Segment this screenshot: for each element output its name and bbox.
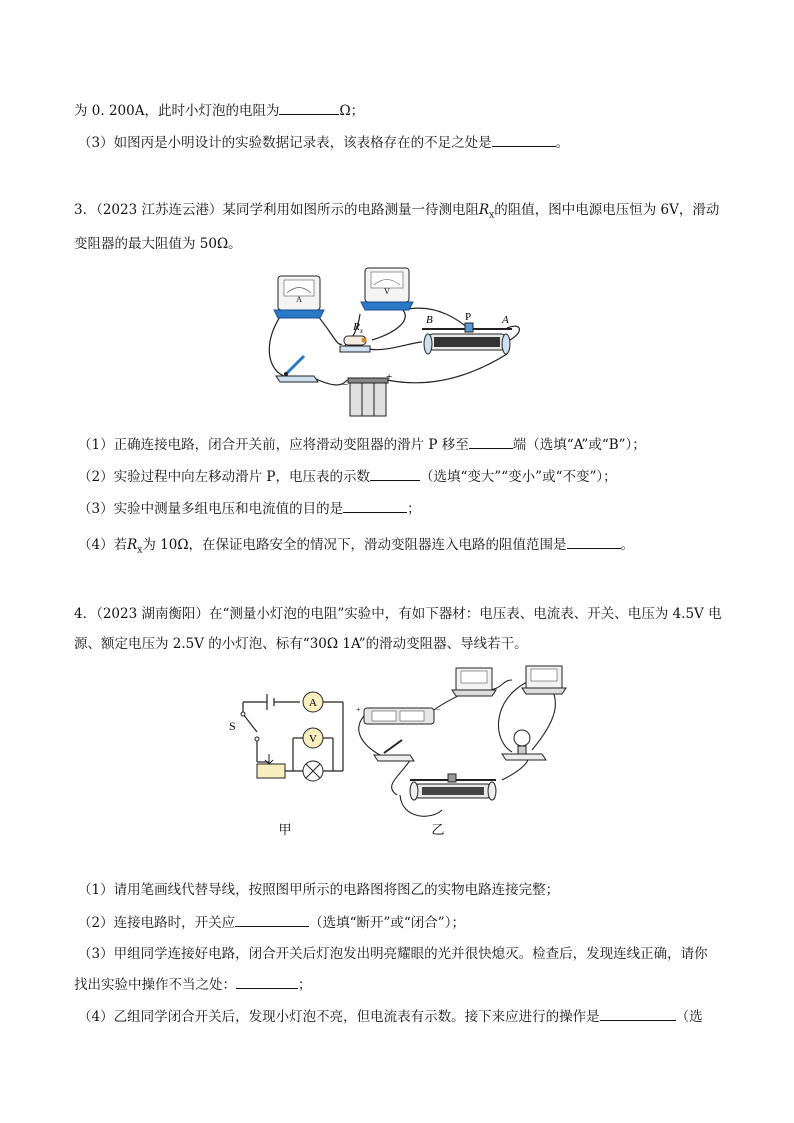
text: （1）请用笔画线代替导线，按照图甲所示的电路图将图乙的实物电路连接完整； bbox=[78, 882, 560, 898]
text: （选 bbox=[675, 1009, 703, 1025]
var-r: R bbox=[479, 202, 490, 218]
label-a: A bbox=[502, 314, 509, 326]
text: 4．（2023 湖南衡阳）在“测量小灯泡的电阻”实验中，有如下器材：电压表、电流表、开关、电压为 4.5V 电 bbox=[74, 606, 722, 622]
rheostat-device bbox=[410, 774, 496, 800]
text: （3）如图丙是小明设计的实验数据记录表，该表格存在的不足之处是 bbox=[78, 135, 492, 151]
text: ； bbox=[407, 501, 421, 517]
resistor-sub: x bbox=[359, 327, 363, 335]
answer-blank[interactable] bbox=[370, 466, 420, 481]
resistor-label: R bbox=[353, 321, 360, 333]
battery-minus: − bbox=[342, 379, 349, 391]
caption-yi: 乙 bbox=[431, 822, 445, 837]
battery-plus: + bbox=[356, 705, 361, 714]
question-3-table-flaw bbox=[78, 132, 569, 153]
voltmeter-label: V bbox=[384, 287, 390, 296]
ammeter-label: A bbox=[296, 295, 302, 304]
text: ； bbox=[298, 977, 312, 993]
text: 为 0. 200A，此时小灯泡的电阻为 bbox=[74, 103, 280, 119]
ammeter-device bbox=[452, 668, 496, 696]
knife-switch bbox=[276, 356, 318, 382]
q3-part1 bbox=[78, 434, 646, 455]
text: 为 10Ω，在保证电路安全的情况下，滑动变阻器连入电路的阻值范围是 bbox=[142, 537, 567, 553]
battery-plus: + bbox=[386, 371, 393, 383]
text: 源、额定电压为 2.5V 的小灯泡、标有“30Ω 1A”的滑动变阻器、导线若干。 bbox=[74, 636, 528, 652]
text: （1）正确连接电路，闭合开关前，应将滑动变阻器的滑片 P 移至 bbox=[78, 437, 469, 453]
text: 的阻值，图中电源电压恒为 6V，滑动 bbox=[494, 202, 720, 218]
answer-blank[interactable] bbox=[236, 974, 298, 989]
text: 。 bbox=[620, 537, 635, 553]
resistor-rx bbox=[340, 321, 370, 352]
answer-blank[interactable] bbox=[492, 132, 556, 147]
ammeter-label: A bbox=[309, 697, 317, 709]
text: （选填“断开”或“闭合”）； bbox=[309, 915, 465, 931]
answer-line-resistance bbox=[74, 100, 364, 121]
text: 端（选填“A”或“B”）； bbox=[512, 437, 646, 453]
sliding-rheostat bbox=[422, 311, 512, 354]
q4-part1 bbox=[78, 880, 559, 900]
text: （3）甲组同学连接好电路，闭合开关后灯泡发出明亮耀眼的光并很快熄灭。检查后，发现连线正确，请你 bbox=[78, 946, 708, 962]
battery-minus: − bbox=[436, 705, 441, 714]
q3-part2 bbox=[78, 466, 617, 487]
var-r: R bbox=[127, 537, 138, 553]
voltmeter-device bbox=[522, 666, 566, 694]
answer-blank[interactable] bbox=[343, 498, 407, 513]
q3-stem-line1 bbox=[74, 200, 719, 226]
answer-blank[interactable] bbox=[567, 534, 621, 549]
q4-physical-yi bbox=[352, 660, 572, 844]
ammeter-meter bbox=[274, 276, 324, 318]
label-b: B bbox=[426, 314, 433, 326]
answer-blank[interactable] bbox=[279, 100, 339, 115]
switch-device bbox=[374, 740, 414, 761]
answer-blank[interactable] bbox=[235, 912, 309, 927]
q4-part3-line1 bbox=[78, 944, 708, 964]
q3-part4 bbox=[78, 534, 634, 561]
text: Ω； bbox=[339, 103, 365, 119]
q3-part3 bbox=[78, 498, 421, 519]
text: （2）实验过程中向左移动滑片 P，电压表的示数 bbox=[78, 469, 370, 485]
text: 。 bbox=[555, 135, 570, 151]
answer-blank[interactable] bbox=[600, 1006, 676, 1021]
rheostat-symbol bbox=[257, 764, 285, 778]
q4-part4 bbox=[78, 1006, 703, 1027]
caption-jia: 甲 bbox=[278, 822, 292, 837]
label-p: P bbox=[465, 311, 472, 323]
q4-stem-line2 bbox=[74, 634, 528, 654]
text: （4）若 bbox=[78, 537, 128, 553]
voltmeter-label: V bbox=[309, 733, 317, 745]
var-sub: x bbox=[137, 545, 143, 556]
text: 变阻器的最大阻值为 50Ω。 bbox=[74, 236, 242, 252]
q3-stem-line2 bbox=[74, 234, 242, 254]
text: （2）连接电路时，开关应 bbox=[78, 915, 236, 931]
var-sub: x bbox=[489, 210, 495, 221]
text: 找出实验中操作不当之处： bbox=[74, 977, 236, 993]
text: 3．（2023 江苏连云港）某同学利用如图所示的电路测量一待测电阻 bbox=[74, 202, 479, 218]
text: （3）实验中测量多组电压和电流值的目的是 bbox=[78, 501, 344, 517]
voltmeter-meter bbox=[361, 268, 413, 310]
battery-holder bbox=[356, 705, 441, 724]
q4-stem-line1 bbox=[74, 604, 722, 624]
q3-circuit-figure bbox=[262, 262, 532, 422]
q4-part3-line2 bbox=[74, 974, 312, 995]
switch-label: S bbox=[229, 719, 236, 733]
bulb-device bbox=[502, 730, 546, 760]
q4-schematic-jia bbox=[225, 684, 355, 844]
q4-part2 bbox=[78, 912, 465, 933]
answer-blank[interactable] bbox=[469, 434, 513, 449]
battery-pack bbox=[342, 371, 392, 416]
text: （选填“变大”“变小”或“不变”）； bbox=[419, 469, 617, 485]
text: （4）乙组同学闭合开关后，发现小灯泡不亮，但电流表有示数。接下来应进行的操作是 bbox=[78, 1009, 600, 1025]
svg-text:Rx bbox=[352, 321, 364, 335]
